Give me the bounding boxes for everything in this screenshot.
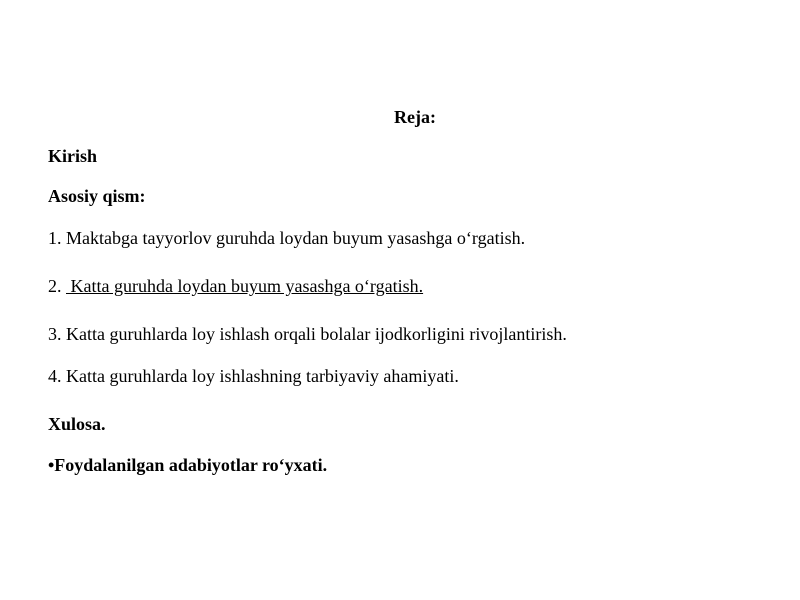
list-item-text: Katta guruhlarda loy ishlash orqali bolalar ijodkorligini rivojlantirish. [66,324,567,344]
list-item [48,227,525,249]
intro-heading: Kirish [48,146,98,166]
main-section-heading: Asosiy qism: [48,186,146,206]
list-item-number: 1. [48,228,62,248]
list-item-text: Katta guruhlarda loy ishlashning tarbiyaviy ahamiyati. [66,366,459,386]
list-item-number: 2. [48,276,62,296]
list-item [48,275,423,297]
list-item-text: Katta guruhda loydan buyum yasashga o‘rgatish. [66,276,424,296]
list-item-number: 3. [48,324,62,344]
list-item [48,365,459,387]
references-heading: •Foydalanilgan adabiyotlar ro‘yxati. [48,455,328,475]
list-item [48,323,567,345]
page-title: Reja: [394,107,436,127]
conclusion-heading: Xulosa. [48,414,106,434]
list-item-number: 4. [48,366,62,386]
list-item-text: Maktabga tayyorlov guruhda loydan buyum yasashga o‘rgatish. [66,228,526,248]
